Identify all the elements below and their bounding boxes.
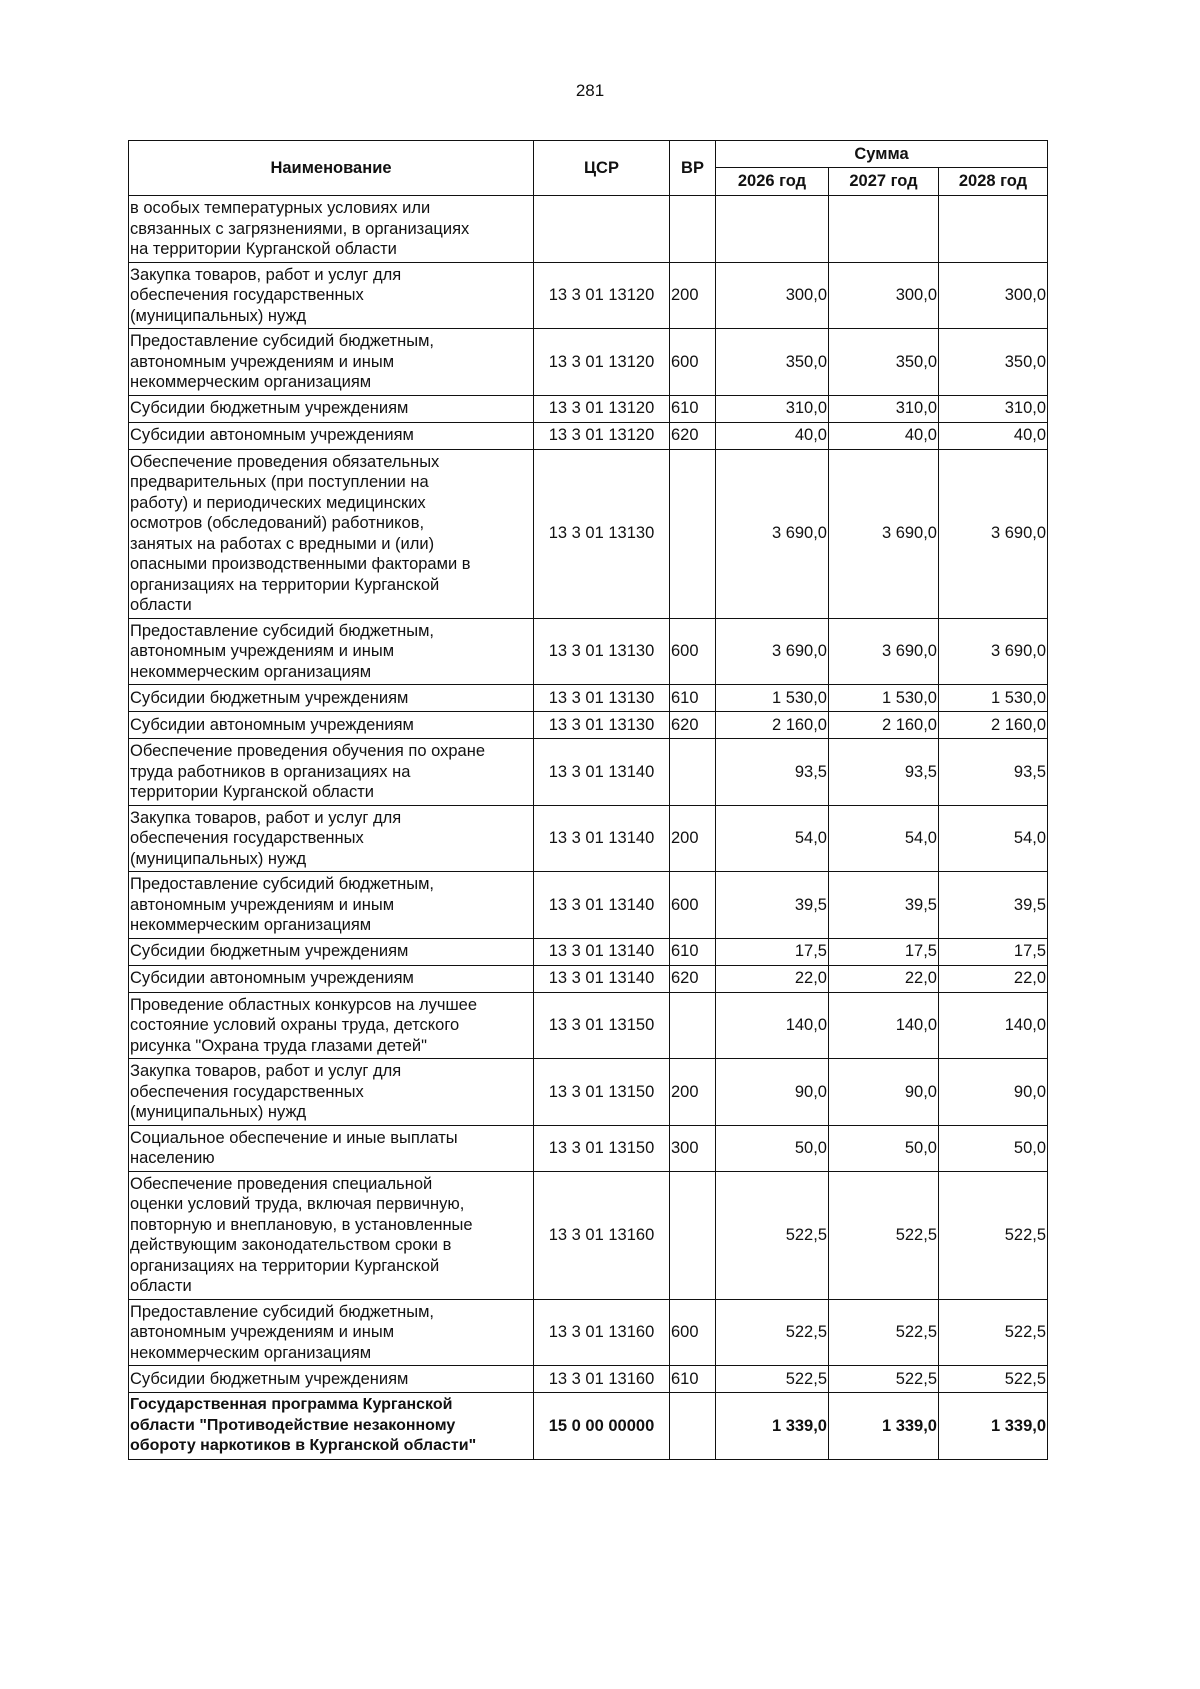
table-row bbox=[129, 262, 1048, 329]
row-sum-2026: 17,5 bbox=[716, 938, 829, 965]
row-sum-2027: 40,0 bbox=[829, 422, 939, 449]
row-name: Закупка товаров, работ и услуг для обеспечения государственных (муниципальных) нужд bbox=[129, 262, 534, 329]
row-sum-2027: 22,0 bbox=[829, 965, 939, 992]
row-csr: 13 3 01 13120 bbox=[534, 329, 670, 396]
row-name: Государственная программа Курганской области "Противодействие незаконному обороту наркотиков в Курганской области" bbox=[129, 1393, 534, 1460]
table-row bbox=[129, 965, 1048, 992]
table-row bbox=[129, 712, 1048, 739]
table-row-program-total bbox=[129, 1393, 1048, 1460]
row-sum-2027: 1 530,0 bbox=[829, 685, 939, 712]
row-csr: 13 3 01 13130 bbox=[534, 449, 670, 618]
row-csr: 13 3 01 13140 bbox=[534, 938, 670, 965]
table-row bbox=[129, 1366, 1048, 1393]
row-sum-2028: 1 339,0 bbox=[939, 1393, 1048, 1460]
row-name: Обеспечение проведения обязательных предварительных (при поступлении на работу) и периодических медицинских осмотров (обследований) работников, занятых на работах с вредными и (или) опасными производственными факторами в организациях на территории Курганской области bbox=[129, 449, 534, 618]
row-sum-2028: 17,5 bbox=[939, 938, 1048, 965]
row-sum-2026: 40,0 bbox=[716, 422, 829, 449]
row-sum-2026: 140,0 bbox=[716, 992, 829, 1059]
row-sum-2026: 50,0 bbox=[716, 1125, 829, 1171]
page-number: 281 bbox=[575, 81, 605, 100]
row-sum-2028: 1 530,0 bbox=[939, 685, 1048, 712]
row-sum-2027: 522,5 bbox=[829, 1366, 939, 1393]
row-sum-2028: 300,0 bbox=[939, 262, 1048, 329]
row-csr bbox=[534, 196, 670, 263]
row-vr: 610 bbox=[670, 938, 716, 965]
row-csr: 13 3 01 13140 bbox=[534, 872, 670, 939]
row-csr: 13 3 01 13150 bbox=[534, 1125, 670, 1171]
row-vr: 600 bbox=[670, 329, 716, 396]
row-sum-2026: 90,0 bbox=[716, 1059, 829, 1126]
row-name: Субсидии бюджетным учреждениям bbox=[129, 1366, 534, 1393]
row-vr: 200 bbox=[670, 262, 716, 329]
row-sum-2027: 2 160,0 bbox=[829, 712, 939, 739]
row-csr: 13 3 01 13120 bbox=[534, 422, 670, 449]
row-vr: 610 bbox=[670, 685, 716, 712]
row-vr: 610 bbox=[670, 395, 716, 422]
row-sum-2026: 54,0 bbox=[716, 805, 829, 872]
row-csr: 13 3 01 13130 bbox=[534, 685, 670, 712]
row-sum-2026: 522,5 bbox=[716, 1366, 829, 1393]
row-vr bbox=[670, 992, 716, 1059]
row-vr bbox=[670, 1171, 716, 1299]
row-sum-2028: 90,0 bbox=[939, 1059, 1048, 1126]
row-sum-2026: 3 690,0 bbox=[716, 618, 829, 685]
row-name: Обеспечение проведения специальной оценки условий труда, включая первичную, повторную и внеплановую, в установленные действующим законодательством сроки в организациях на территории Курганской области bbox=[129, 1171, 534, 1299]
row-sum-2028: 2 160,0 bbox=[939, 712, 1048, 739]
row-sum-2027: 350,0 bbox=[829, 329, 939, 396]
row-csr: 13 3 01 13140 bbox=[534, 805, 670, 872]
row-name: Субсидии бюджетным учреждениям bbox=[129, 685, 534, 712]
table-row bbox=[129, 1059, 1048, 1126]
row-sum-2028: 3 690,0 bbox=[939, 618, 1048, 685]
table-row bbox=[129, 739, 1048, 806]
row-vr: 300 bbox=[670, 1125, 716, 1171]
table-row bbox=[129, 329, 1048, 396]
row-vr: 620 bbox=[670, 422, 716, 449]
row-vr bbox=[670, 1393, 716, 1460]
row-sum-2027: 50,0 bbox=[829, 1125, 939, 1171]
row-csr: 15 0 00 00000 bbox=[534, 1393, 670, 1460]
header-year-2028: 2028 год bbox=[939, 168, 1048, 196]
header-vr: ВР bbox=[670, 141, 716, 196]
row-csr: 13 3 01 13130 bbox=[534, 618, 670, 685]
row-csr: 13 3 01 13140 bbox=[534, 739, 670, 806]
row-sum-2027: 1 339,0 bbox=[829, 1393, 939, 1460]
row-vr bbox=[670, 739, 716, 806]
row-vr: 200 bbox=[670, 805, 716, 872]
row-name: Субсидии бюджетным учреждениям bbox=[129, 938, 534, 965]
header-name: Наименование bbox=[129, 141, 534, 196]
row-vr bbox=[670, 449, 716, 618]
row-name: Предоставление субсидий бюджетным, автономным учреждениям и иным некоммерческим организациям bbox=[129, 329, 534, 396]
row-sum-2027: 522,5 bbox=[829, 1171, 939, 1299]
row-name: Предоставление субсидий бюджетным, автономным учреждениям и иным некоммерческим организациям bbox=[129, 1299, 534, 1366]
table-row bbox=[129, 685, 1048, 712]
row-name: Социальное обеспечение и иные выплаты населению bbox=[129, 1125, 534, 1171]
row-vr: 600 bbox=[670, 1299, 716, 1366]
row-name: Обеспечение проведения обучения по охране труда работников в организациях на территории Курганской области bbox=[129, 739, 534, 806]
row-sum-2027: 39,5 bbox=[829, 872, 939, 939]
row-sum-2028: 310,0 bbox=[939, 395, 1048, 422]
row-vr: 200 bbox=[670, 1059, 716, 1126]
table-row bbox=[129, 938, 1048, 965]
row-vr: 600 bbox=[670, 872, 716, 939]
table-header bbox=[129, 141, 1048, 196]
row-sum-2027: 3 690,0 bbox=[829, 449, 939, 618]
table-row bbox=[129, 805, 1048, 872]
row-name: Субсидии автономным учреждениям bbox=[129, 712, 534, 739]
table-row bbox=[129, 1125, 1048, 1171]
row-sum-2026: 522,5 bbox=[716, 1171, 829, 1299]
row-vr: 620 bbox=[670, 712, 716, 739]
row-name: Субсидии автономным учреждениям bbox=[129, 422, 534, 449]
budget-table bbox=[128, 140, 1048, 1460]
table-row bbox=[129, 872, 1048, 939]
table-row bbox=[129, 1299, 1048, 1366]
row-sum-2026: 93,5 bbox=[716, 739, 829, 806]
row-csr: 13 3 01 13150 bbox=[534, 1059, 670, 1126]
row-sum-2028: 22,0 bbox=[939, 965, 1048, 992]
row-sum-2027: 300,0 bbox=[829, 262, 939, 329]
row-name: Субсидии автономным учреждениям bbox=[129, 965, 534, 992]
row-vr: 600 bbox=[670, 618, 716, 685]
row-csr: 13 3 01 13160 bbox=[534, 1299, 670, 1366]
row-sum-2028: 140,0 bbox=[939, 992, 1048, 1059]
row-sum-2027: 3 690,0 bbox=[829, 618, 939, 685]
row-sum-2027: 522,5 bbox=[829, 1299, 939, 1366]
table-row bbox=[129, 1171, 1048, 1299]
row-csr: 13 3 01 13160 bbox=[534, 1366, 670, 1393]
row-sum-2026: 350,0 bbox=[716, 329, 829, 396]
row-sum-2026: 310,0 bbox=[716, 395, 829, 422]
row-name: Предоставление субсидий бюджетным, автономным учреждениям и иным некоммерческим организациям bbox=[129, 872, 534, 939]
row-sum-2026: 522,5 bbox=[716, 1299, 829, 1366]
row-vr: 620 bbox=[670, 965, 716, 992]
row-vr bbox=[670, 196, 716, 263]
row-sum-2028: 40,0 bbox=[939, 422, 1048, 449]
table-row bbox=[129, 618, 1048, 685]
row-sum-2027: 93,5 bbox=[829, 739, 939, 806]
row-sum-2028: 522,5 bbox=[939, 1366, 1048, 1393]
row-sum-2027: 140,0 bbox=[829, 992, 939, 1059]
row-sum-2028: 3 690,0 bbox=[939, 449, 1048, 618]
table-row bbox=[129, 992, 1048, 1059]
row-sum-2028: 350,0 bbox=[939, 329, 1048, 396]
header-year-2027: 2027 год bbox=[829, 168, 939, 196]
row-sum-2028: 50,0 bbox=[939, 1125, 1048, 1171]
row-name: Закупка товаров, работ и услуг для обеспечения государственных (муниципальных) нужд bbox=[129, 805, 534, 872]
row-sum-2027: 90,0 bbox=[829, 1059, 939, 1126]
row-sum-2027: 310,0 bbox=[829, 395, 939, 422]
row-name: Субсидии бюджетным учреждениям bbox=[129, 395, 534, 422]
row-csr: 13 3 01 13120 bbox=[534, 262, 670, 329]
header-year-2026: 2026 год bbox=[716, 168, 829, 196]
table-row bbox=[129, 196, 1048, 263]
table-row bbox=[129, 395, 1048, 422]
row-sum-2026: 2 160,0 bbox=[716, 712, 829, 739]
row-sum-2027 bbox=[829, 196, 939, 263]
table-row bbox=[129, 422, 1048, 449]
row-sum-2026 bbox=[716, 196, 829, 263]
row-csr: 13 3 01 13130 bbox=[534, 712, 670, 739]
row-sum-2026: 1 530,0 bbox=[716, 685, 829, 712]
row-name: Предоставление субсидий бюджетным, автономным учреждениям и иным некоммерческим организациям bbox=[129, 618, 534, 685]
table-row bbox=[129, 449, 1048, 618]
row-sum-2028: 39,5 bbox=[939, 872, 1048, 939]
row-sum-2028: 522,5 bbox=[939, 1299, 1048, 1366]
table-body bbox=[129, 196, 1048, 1460]
row-sum-2026: 3 690,0 bbox=[716, 449, 829, 618]
row-sum-2027: 54,0 bbox=[829, 805, 939, 872]
row-sum-2026: 1 339,0 bbox=[716, 1393, 829, 1460]
row-sum-2028 bbox=[939, 196, 1048, 263]
row-csr: 13 3 01 13140 bbox=[534, 965, 670, 992]
row-name: в особых температурных условиях или связанных с загрязнениями, в организациях на территории Курганской области bbox=[129, 196, 534, 263]
row-csr: 13 3 01 13160 bbox=[534, 1171, 670, 1299]
header-sum: Сумма bbox=[716, 141, 1048, 168]
row-csr: 13 3 01 13120 bbox=[534, 395, 670, 422]
row-vr: 610 bbox=[670, 1366, 716, 1393]
row-sum-2026: 39,5 bbox=[716, 872, 829, 939]
row-csr: 13 3 01 13150 bbox=[534, 992, 670, 1059]
row-name: Закупка товаров, работ и услуг для обеспечения государственных (муниципальных) нужд bbox=[129, 1059, 534, 1126]
header-csr: ЦСР bbox=[534, 141, 670, 196]
row-sum-2028: 522,5 bbox=[939, 1171, 1048, 1299]
row-sum-2028: 93,5 bbox=[939, 739, 1048, 806]
row-sum-2028: 54,0 bbox=[939, 805, 1048, 872]
row-sum-2026: 300,0 bbox=[716, 262, 829, 329]
row-name: Проведение областных конкурсов на лучшее состояние условий охраны труда, детского рисунка "Охрана труда глазами детей" bbox=[129, 992, 534, 1059]
row-sum-2027: 17,5 bbox=[829, 938, 939, 965]
row-sum-2026: 22,0 bbox=[716, 965, 829, 992]
